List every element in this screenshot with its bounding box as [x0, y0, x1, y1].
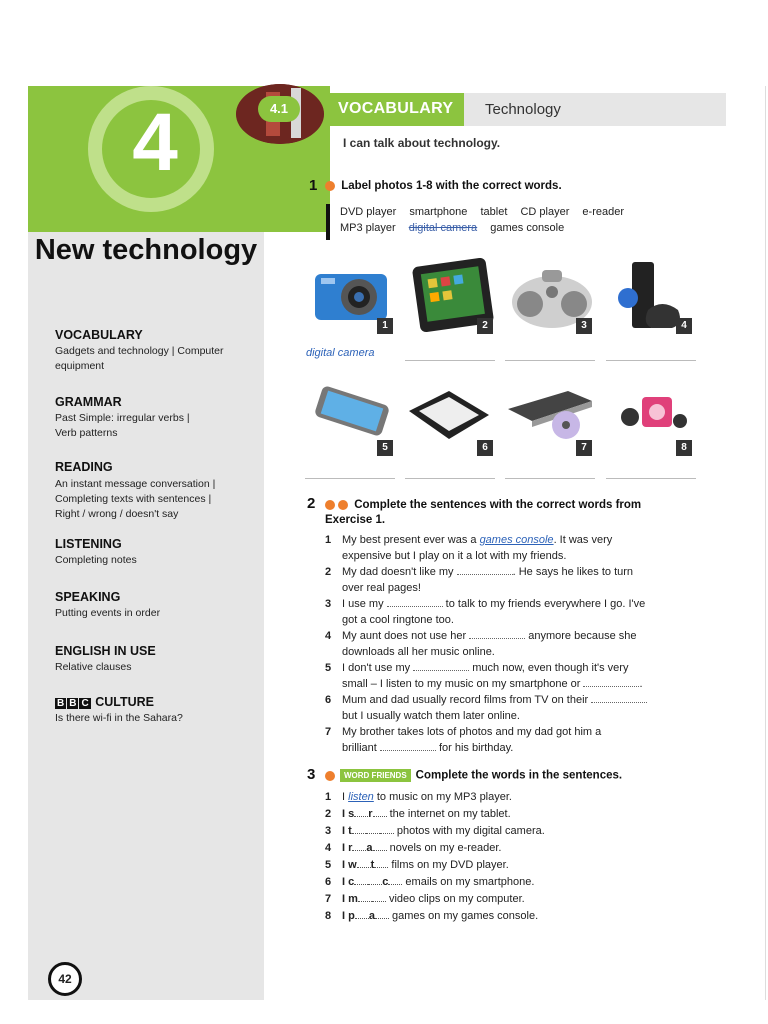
- bbc-logo-letter: C: [81, 698, 89, 709]
- answer-line: [505, 360, 595, 361]
- sentence-3: 3 I use my to talk to my friends everywhere I go. I've got a cool ringtone too.: [325, 598, 646, 626]
- difficulty-dot-icon: [338, 500, 348, 510]
- word-friends-item-3: 3 I t photos with my digital camera.: [325, 825, 545, 837]
- difficulty-dot-icon: [325, 181, 335, 191]
- unit-title: New technology: [34, 234, 258, 266]
- photo-number: 4: [676, 318, 692, 334]
- exercise-2-number: 2: [307, 495, 316, 512]
- overview-heading-listening: LISTENING: [55, 537, 122, 551]
- word-option: tablet: [480, 206, 508, 218]
- answer-line: [606, 478, 696, 479]
- dvd-player-icon: [506, 385, 594, 445]
- exercise-1-instruction: Label photos 1-8 with the correct words.: [325, 180, 562, 192]
- sentence-4: 4 My aunt does not use her anymore because she downloads all her music online.: [325, 630, 637, 658]
- word-friends-item-8: 8 I p a games on my games console.: [325, 910, 539, 922]
- answer-line: [405, 478, 495, 479]
- word-friends-item-4: 4 I r a novels on my e-reader.: [325, 842, 502, 854]
- mp3-player-icon: [608, 385, 696, 445]
- overview-text-grammar: Past Simple: irregular verbs | Verb patterns: [55, 412, 190, 439]
- exercise-3-number: 3: [307, 766, 316, 783]
- word-friends-item-6: 6 I c c emails on my smartphone.: [325, 876, 535, 888]
- overview-text-culture: Is there wi-fi in the Sahara?: [55, 712, 183, 724]
- answer-line: [305, 478, 395, 479]
- overview-heading-reading: READING: [55, 460, 113, 474]
- sentence-1: 1 My best present ever was a games console. It was very expensive but I play on it a lot with my friends.: [325, 534, 613, 562]
- word-friends-item-7: 7 I m video clips on my computer.: [325, 893, 525, 905]
- photo-number: 1: [377, 318, 393, 334]
- answer-blank[interactable]: [469, 628, 525, 639]
- word-option: MP3 player: [340, 222, 396, 234]
- bbc-logo-letter: B: [69, 698, 77, 709]
- photo-number: 8: [676, 440, 692, 456]
- section-name: VOCABULARY: [338, 100, 454, 117]
- photo-number: 6: [477, 440, 493, 456]
- word-box: [326, 204, 656, 240]
- word-option: e-reader: [582, 206, 624, 218]
- sentence-2: 2 My dad doesn't like my . He says he likes to turn over real pages!: [325, 566, 634, 594]
- overview-text-vocabulary: Gadgets and technology | Computer equipment: [55, 345, 224, 372]
- overview-text-speaking: Putting events in order: [55, 607, 161, 619]
- overview-heading-grammar: GRAMMAR: [55, 395, 122, 409]
- unit-number: 4: [132, 97, 178, 188]
- answer-blank[interactable]: [387, 596, 443, 607]
- word-option: CD player: [520, 206, 570, 218]
- photo-number: 2: [477, 318, 493, 334]
- word-option: smartphone: [409, 206, 468, 218]
- answer-blank[interactable]: [413, 660, 469, 671]
- photo-number: 7: [576, 440, 592, 456]
- word-option-used: digital camera: [408, 222, 478, 234]
- difficulty-dot-icon: [325, 500, 335, 510]
- overview-heading-vocabulary: VOCABULARY: [55, 328, 143, 342]
- word-box-row-1: [340, 204, 656, 220]
- overview-text-reading: An instant message conversation | Completing texts with sentences | Right / wrong / doesn't say: [55, 478, 216, 520]
- overview-text-english-in-use: Relative clauses: [55, 661, 132, 673]
- word-friends-item-5: 5 I w t films on my DVD player.: [325, 859, 509, 871]
- exercise-3-instruction: WORD FRIENDS Complete the words in the sentences.: [325, 769, 622, 782]
- word-friends-item-2: 2 I s r the internet on my tablet.: [325, 808, 511, 820]
- overview-heading-english-in-use: ENGLISH IN USE: [55, 644, 156, 658]
- sentence-7: 7 My brother takes lots of photos and my dad got him a brilliant for his birthday.: [325, 726, 602, 754]
- page-edge-divider: [765, 86, 766, 1000]
- lesson-number-badge: 4.1: [258, 96, 300, 122]
- smartphone-icon: [305, 385, 393, 445]
- answer-blank[interactable]: [457, 564, 513, 575]
- e-reader-icon: [405, 385, 493, 445]
- answer-blank[interactable]: [380, 740, 436, 751]
- page-number: 42: [48, 962, 82, 996]
- answer-line: [606, 360, 696, 361]
- exercise-2-instruction: Complete the sentences with the correct words from Exercise 1.: [325, 499, 642, 526]
- word-friends-badge: WORD FRIENDS: [340, 769, 411, 782]
- bbc-logo-letter: B: [57, 698, 65, 709]
- sentence-6: 6 Mum and dad usually record films from TV on their but I usually watch them later online.: [325, 692, 697, 724]
- overview-text-listening: Completing notes: [55, 554, 137, 566]
- answer-blank[interactable]: [583, 676, 639, 687]
- word-option: DVD player: [340, 206, 397, 218]
- answer-line: [405, 360, 495, 361]
- overview-heading-culture: B B C CULTURE: [57, 695, 154, 709]
- answer-blank[interactable]: [591, 692, 647, 703]
- difficulty-dot-icon: [325, 771, 335, 781]
- example-answer: digital camera: [306, 347, 375, 359]
- photo-number: 5: [377, 440, 393, 456]
- overview-heading-speaking: SPEAKING: [55, 590, 121, 604]
- exercise-1-number: 1: [309, 177, 318, 194]
- photo-number: 3: [576, 318, 592, 334]
- word-friends-item-1: 1 I listen to music on my MP3 player.: [325, 791, 512, 803]
- can-do-statement: I can talk about technology.: [343, 136, 501, 150]
- answer-line: [505, 478, 595, 479]
- word-box-row-2: [340, 220, 656, 236]
- lesson-topic: Technology: [485, 101, 561, 118]
- sentence-5: 5 I don't use my much now, even though it's very small – I listen to my music on my smartphone or .: [325, 662, 643, 690]
- word-option: games console: [490, 222, 565, 234]
